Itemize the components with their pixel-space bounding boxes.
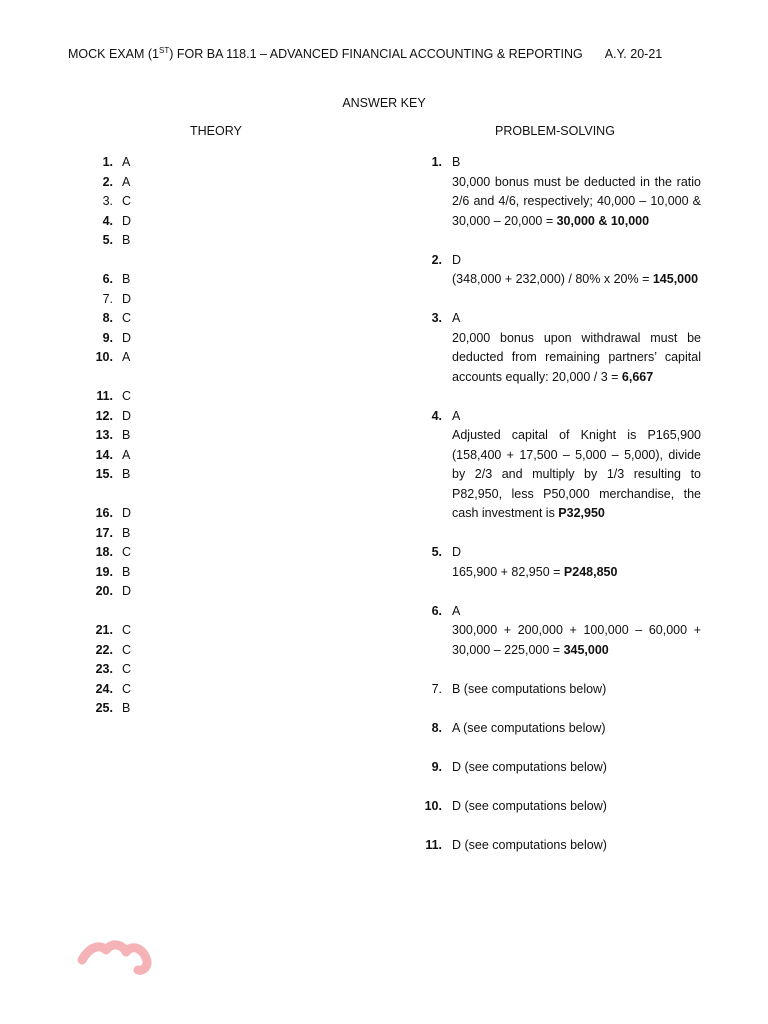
list-item <box>88 621 208 641</box>
explanation-result: 6,667 <box>621 369 654 384</box>
item-answer: D <box>122 584 132 598</box>
list-item <box>88 504 208 524</box>
list-item <box>88 543 208 563</box>
list-item <box>88 680 208 700</box>
explanation-result: 30,000 & 10,000 <box>556 213 650 228</box>
list-item <box>88 387 208 407</box>
item-number: 9. <box>102 330 113 345</box>
item-answer: B <box>122 428 131 442</box>
explanation-text: 300,000 + 200,000 + 100,000 – 60,000 + 30,000 – 225,000 = <box>452 623 701 657</box>
list-item <box>88 212 208 232</box>
item-number: 21. <box>95 623 113 637</box>
item-answer: B <box>122 233 131 247</box>
list-item <box>422 836 702 856</box>
explanation-result: P248,850 <box>563 564 618 579</box>
item-number: 6. <box>102 272 113 286</box>
item-answer: B <box>122 467 131 481</box>
item-number: 9. <box>431 759 442 774</box>
item-number: 22. <box>95 642 113 657</box>
list-item <box>422 758 702 778</box>
item-answer: C <box>122 662 132 676</box>
list-item <box>88 446 208 466</box>
item-explanation <box>452 173 701 232</box>
explanation-result: 345,000 <box>563 642 609 657</box>
explanation-text: 20,000 bonus upon withdrawal must be deducted from remaining partners’ capital accounts equally: 20,000 / 3 = <box>452 330 701 384</box>
list-item <box>422 719 702 739</box>
item-explanation <box>452 621 701 660</box>
item-number: 3. <box>102 194 113 208</box>
explanation-text: 30,000 bonus must be deducted in the ratio 2/6 and 4/6, respectively; 40,000 – 10,000 & 30,000 – 20,000 = <box>452 174 701 228</box>
theory-answer-list <box>88 153 208 719</box>
item-explanation <box>452 563 701 583</box>
item-number: 2. <box>431 252 442 267</box>
list-item <box>422 251 702 290</box>
list-item <box>422 602 702 661</box>
highlighter-scribble <box>76 934 156 980</box>
item-number: 8. <box>102 311 113 325</box>
item-number: 7. <box>102 291 113 306</box>
item-answer: C <box>122 311 132 325</box>
list-item <box>88 465 208 485</box>
list-item <box>88 329 208 349</box>
list-item <box>88 660 208 680</box>
page-title <box>68 46 662 61</box>
item-answer: D <box>122 408 132 423</box>
list-item <box>88 563 208 583</box>
item-number: 20. <box>95 584 113 598</box>
item-number: 5. <box>431 545 442 559</box>
theory-column-heading: THEORY <box>190 124 242 138</box>
list-item <box>88 641 208 661</box>
item-answer: D <box>452 545 462 559</box>
title-post: ) FOR BA 118.1 – ADVANCED FINANCIAL ACCOUNTING & REPORTING <box>169 47 583 62</box>
list-item <box>88 231 208 251</box>
list-item <box>88 192 208 212</box>
item-number: 7. <box>431 681 442 696</box>
list-item <box>88 290 208 310</box>
item-number: 10. <box>95 350 113 364</box>
list-item <box>88 426 208 446</box>
item-number: 17. <box>95 525 113 540</box>
item-answer: D (see computations below) <box>452 759 607 774</box>
item-number: 12. <box>95 408 113 423</box>
item-answer: C <box>122 681 132 696</box>
problem-solving-answer-list <box>422 153 702 875</box>
item-answer: A (see computations below) <box>452 720 606 735</box>
list-item <box>422 407 702 524</box>
item-answer: D <box>122 213 132 228</box>
item-number: 14. <box>95 447 113 462</box>
academic-year: A.Y. 20-21 <box>604 47 663 62</box>
item-answer: B <box>452 155 461 169</box>
highlighter-stroke <box>82 945 147 970</box>
item-explanation <box>452 426 701 524</box>
item-number: 19. <box>95 564 113 579</box>
item-answer: D <box>122 291 132 306</box>
item-number: 1. <box>102 155 113 169</box>
item-answer: D <box>122 506 132 520</box>
item-answer: B <box>122 525 131 540</box>
explanation-result: P32,950 <box>558 506 605 520</box>
explanation-result: 145,000 <box>652 272 699 286</box>
list-item <box>422 309 702 387</box>
list-item <box>88 699 208 719</box>
title-superscript: ST <box>159 46 170 55</box>
item-number: 4. <box>102 213 113 228</box>
item-number: 3. <box>431 311 442 325</box>
list-item <box>88 309 208 329</box>
list-item <box>422 797 702 817</box>
item-number: 6. <box>431 603 442 618</box>
item-answer: C <box>122 194 132 208</box>
item-number: 11. <box>96 389 113 403</box>
item-answer: A <box>122 155 131 169</box>
item-number: 4. <box>431 408 442 423</box>
item-answer: B <box>122 564 131 579</box>
item-number: 18. <box>95 545 113 559</box>
explanation-text: Adjusted capital of Knight is P165,900 (158,400 + 17,500 – 5,000 – 5,000), divide by 2/3 and multiply by 1/3 resulting to P82,950, less P50,000 merchandise, the cash investment is <box>452 428 701 520</box>
explanation-text: (348,000 + 232,000) / 80% x 20% = <box>452 272 653 286</box>
item-explanation <box>452 270 701 290</box>
item-answer: A <box>452 311 461 325</box>
item-answer: A <box>122 174 131 189</box>
list-item <box>88 348 208 368</box>
list-item <box>88 407 208 427</box>
item-answer: B (see computations below) <box>452 681 607 696</box>
item-explanation <box>452 329 701 388</box>
list-item <box>88 524 208 544</box>
problem-solving-column-heading: PROBLEM-SOLVING <box>495 124 615 138</box>
explanation-text: 165,900 + 82,950 = <box>452 564 564 579</box>
item-answer: D (see computations below) <box>452 837 607 852</box>
item-number: 1. <box>431 155 442 169</box>
item-number: 5. <box>102 233 113 247</box>
item-answer: D (see computations below) <box>452 798 607 813</box>
item-answer: C <box>122 642 132 657</box>
item-number: 8. <box>431 720 442 735</box>
title-pre: MOCK EXAM (1 <box>68 47 159 62</box>
item-number: 10. <box>424 798 442 813</box>
list-item <box>88 153 208 173</box>
list-item <box>422 680 702 700</box>
list-item <box>422 153 702 231</box>
list-item <box>88 582 208 602</box>
item-number: 24. <box>95 681 113 696</box>
item-answer: C <box>122 389 132 403</box>
item-number: 2. <box>102 174 113 189</box>
item-number: 16. <box>95 506 113 520</box>
item-answer: D <box>452 252 462 267</box>
item-answer: D <box>122 330 132 345</box>
item-answer: B <box>122 272 131 286</box>
item-number: 23. <box>95 662 113 676</box>
item-answer: A <box>452 408 461 423</box>
item-answer: A <box>122 350 131 364</box>
item-answer: A <box>122 447 131 462</box>
item-number: 11. <box>425 837 442 852</box>
item-answer: C <box>122 623 132 637</box>
list-item <box>88 270 208 290</box>
item-answer: A <box>452 603 461 618</box>
item-number: 15. <box>95 467 113 481</box>
item-number: 13. <box>95 428 113 442</box>
list-item <box>422 543 702 582</box>
item-number: 25. <box>95 701 113 715</box>
answer-key-heading: ANSWER KEY <box>342 96 426 110</box>
item-answer: B <box>122 701 131 715</box>
list-item <box>88 173 208 193</box>
item-answer: C <box>122 545 132 559</box>
